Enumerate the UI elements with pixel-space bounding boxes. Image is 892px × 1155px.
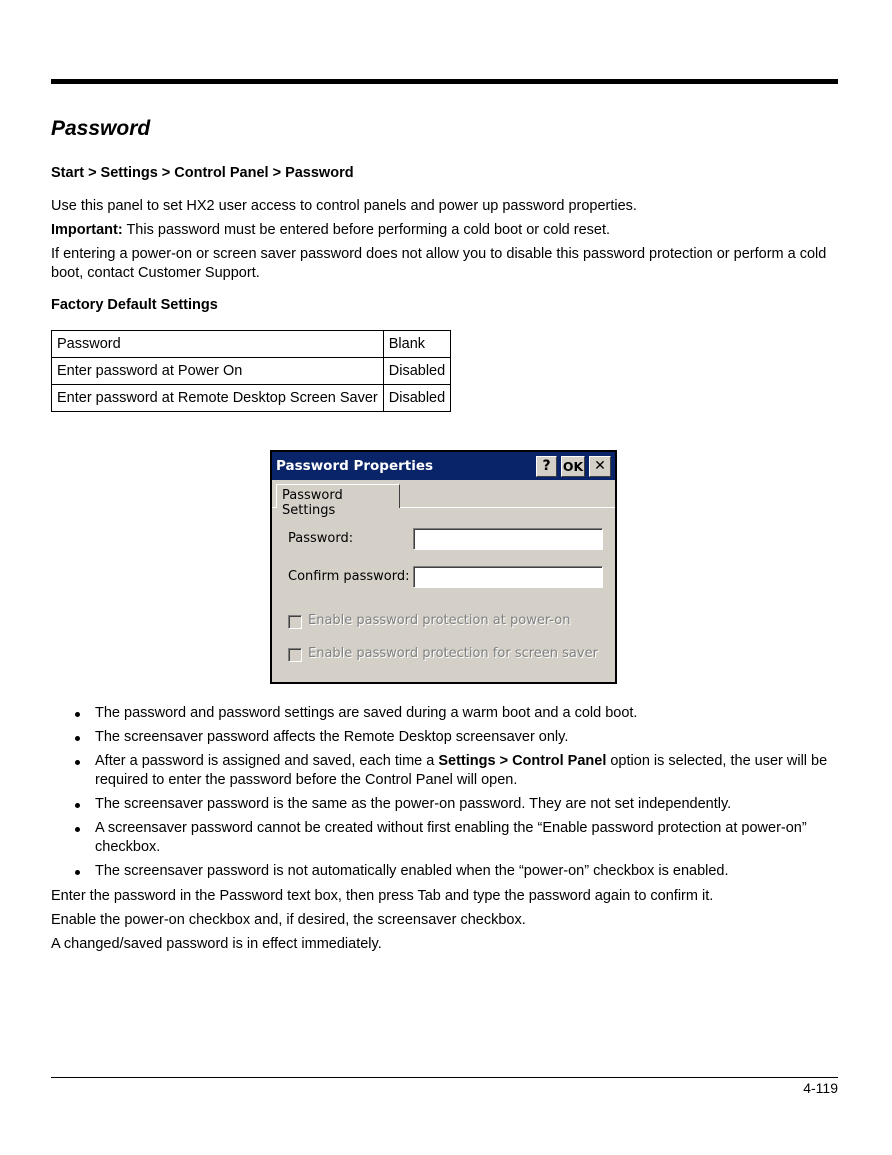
bullet-icon <box>75 736 80 741</box>
list-item-text-bold: Settings > Control Panel <box>438 753 607 769</box>
table-row <box>52 385 451 412</box>
list-item-text: The password and password settings are saved during a warm boot and a cold boot. <box>95 705 638 721</box>
list-item <box>51 752 841 790</box>
power-on-note: If entering a power-on or screen saver password does not allow you to disable this password protection or perform a cold boot, contact Customer Support. <box>51 246 827 281</box>
factory-defaults-table <box>51 330 451 412</box>
tab-label: Password Settings <box>282 488 343 518</box>
list-item-text: A screensaver password cannot be created without first enabling the “Enable password protection at power-on” checkbox. <box>95 820 807 855</box>
important-label: Important: <box>51 222 123 238</box>
password-input[interactable] <box>413 528 603 550</box>
important-text: This password must be entered before performing a cold boot or cold reset. <box>122 222 611 238</box>
intro-text: Use this panel to set HX2 user access to control panels and power up password properties. <box>51 198 637 214</box>
setting-cell: Password <box>52 331 384 358</box>
list-item <box>51 862 841 881</box>
bullet-icon <box>75 870 80 875</box>
screen-saver-checkbox-label: Enable password protection for screen saver <box>308 646 598 661</box>
notes-list <box>51 704 841 886</box>
power-on-checkbox-label: Enable password protection at power-on <box>308 613 571 628</box>
password-label: Password: <box>288 531 354 546</box>
value-cell: Disabled <box>383 385 450 412</box>
dialog-titlebar <box>272 452 615 480</box>
top-rule <box>51 79 838 84</box>
bullet-icon <box>75 712 80 717</box>
screen-saver-checkbox[interactable] <box>288 648 302 662</box>
confirm-password-label: Confirm password: <box>288 569 410 584</box>
value-cell: Disabled <box>383 358 450 385</box>
value-cell: Blank <box>383 331 450 358</box>
dialog-title: Password Properties <box>276 458 434 474</box>
tab-password-settings[interactable] <box>276 484 400 518</box>
closing-text: A changed/saved password is in effect immediately. <box>51 936 382 952</box>
list-item-text: The screensaver password is the same as the power-on password. They are not set independently. <box>95 796 732 812</box>
table-row <box>52 331 451 358</box>
page-number: 4-119 <box>803 1080 838 1096</box>
list-item-text: The screensaver password affects the Remote Desktop screensaver only. <box>95 729 569 745</box>
closing-text: Enable the power-on checkbox and, if desired, the screensaver checkbox. <box>51 912 526 928</box>
power-on-checkbox[interactable] <box>288 615 302 629</box>
setting-cell: Enter password at Remote Desktop Screen Saver <box>52 385 384 412</box>
setting-cell: Enter password at Power On <box>52 358 384 385</box>
bullet-icon <box>75 760 80 765</box>
list-item-text-pre: After a password is assigned and saved, each time a <box>95 753 439 769</box>
list-item <box>51 795 841 814</box>
close-button[interactable]: ✕ <box>589 456 611 477</box>
list-item <box>51 728 841 747</box>
table-row <box>52 358 451 385</box>
defaults-heading: Factory Default Settings <box>51 297 218 313</box>
list-item-text: The screensaver password is not automatically enabled when the “power-on” checkbox is enabled. <box>95 863 729 879</box>
bottom-rule <box>51 1077 838 1078</box>
ok-button[interactable]: OK <box>561 456 585 477</box>
breadcrumb: Start > Settings > Control Panel > Password <box>51 165 354 181</box>
important-note <box>51 221 841 240</box>
confirm-password-input[interactable] <box>413 566 603 588</box>
password-properties-dialog <box>270 450 617 684</box>
page-title: Password <box>51 117 151 140</box>
bullet-icon <box>75 803 80 808</box>
bullet-icon <box>75 827 80 832</box>
list-item <box>51 819 841 857</box>
list-item-text-post: option is selected, the user will be required to enter the password before the Control Panel will open. <box>95 753 828 788</box>
list-item <box>51 704 841 723</box>
help-button[interactable]: ? <box>536 456 557 477</box>
closing-text: Enter the password in the Password text box, then press Tab and type the password again to confirm it. <box>51 888 714 904</box>
